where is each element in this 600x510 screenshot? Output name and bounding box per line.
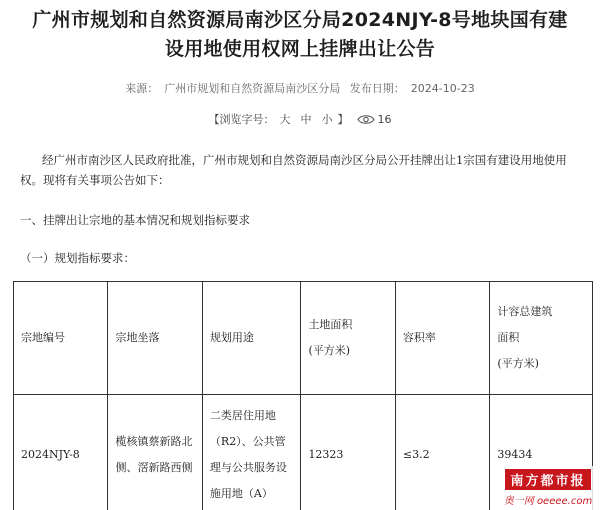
cell-land-area: 12323 <box>301 395 395 510</box>
header-location: 宗地坐落 <box>108 282 202 395</box>
cell-location: 榄核镇蔡新路北侧、滘新路西侧 <box>108 395 202 510</box>
cell-land-use: 二类居住用地（R2）、公共管理与公共服务设施用地（A） <box>202 395 301 510</box>
title-line-1: 广州市规划和自然资源局南沙区分局2024NJY-8号地块国有建 <box>32 9 568 31</box>
font-size-selector <box>209 111 349 127</box>
watermark-brand: 南方都市报 <box>505 469 590 490</box>
intro-paragraph: 经广州市南沙区人民政府批准，广州市规划和自然资源局南沙区分局公开挂牌出让1宗国有建设用地使用权。现将有关事项公告如下： <box>20 153 567 187</box>
font-size-bar <box>0 111 600 127</box>
cell-gfa: 39434 <box>490 395 593 510</box>
cell-far: ≤3.2 <box>395 395 489 510</box>
header-land-use: 规划用途 <box>202 282 301 395</box>
watermark-logo <box>496 466 600 510</box>
header-gfa-line2: 面积 <box>497 331 520 344</box>
date-label: 发布日期： <box>349 82 405 95</box>
date-value: 2024-10-23 <box>410 82 475 95</box>
article-meta <box>0 80 600 96</box>
title-line-2: 设用地使用权网上挂牌出让公告 <box>164 38 436 60</box>
header-land-area-line1: 土地面积 <box>308 318 353 331</box>
header-gfa-line1: 计容总建筑 <box>497 305 553 318</box>
font-medium-button[interactable]: 中 <box>300 113 312 126</box>
header-parcel-id: 宗地编号 <box>14 282 108 395</box>
view-count: 16 <box>377 112 392 126</box>
view-counter <box>357 113 392 126</box>
header-gfa <box>490 282 593 395</box>
section-heading-1: 一、挂牌出让宗地的基本情况和规划指标要求 <box>20 213 250 227</box>
page-title <box>0 6 600 64</box>
browse-label: 【浏览字号： <box>208 113 275 126</box>
cell-parcel-id: 2024NJY-8 <box>14 395 108 510</box>
eye-icon <box>357 114 375 125</box>
watermark-site: 奥一网 oeeee.com <box>503 496 593 507</box>
header-far: 容积率 <box>395 282 489 395</box>
table-header-row <box>14 282 593 395</box>
source-value: 广州市规划和自然资源局南沙区分局 <box>164 82 341 95</box>
browse-close: 】 <box>337 113 349 126</box>
header-land-area-line2: (平方米) <box>308 344 351 357</box>
font-large-button[interactable]: 大 <box>279 113 291 126</box>
header-land-area <box>301 282 395 395</box>
font-small-button[interactable]: 小 <box>321 113 333 126</box>
section-heading-2: （一）规划指标要求： <box>20 251 135 265</box>
source-label: 来源： <box>125 82 159 95</box>
header-gfa-line3: (平方米) <box>497 357 539 370</box>
